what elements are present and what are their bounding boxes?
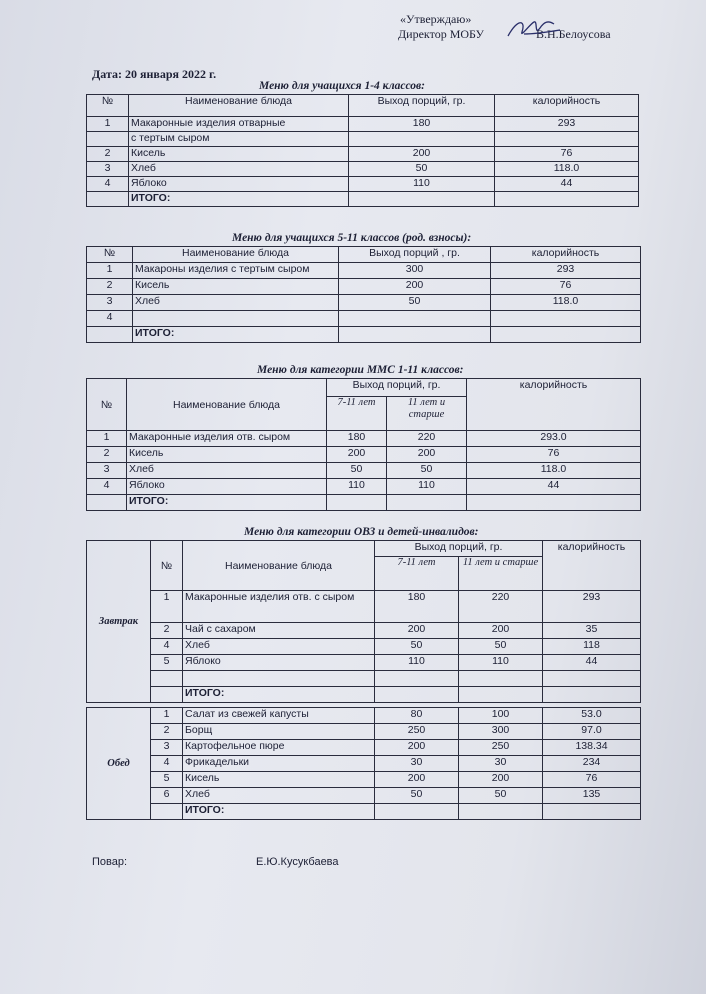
- cell-calories: 118.0: [491, 295, 641, 311]
- cell-dish: Макаронные изделия отв. с сыром: [183, 591, 375, 623]
- cell-portion-11-plus: 50: [459, 788, 543, 804]
- cell-calories: 44: [467, 479, 641, 495]
- cell-portion-7-11: 110: [327, 479, 387, 495]
- col-portion: Выход порций , гр.: [339, 247, 491, 263]
- cell-dish: Макароны изделия с тертым сыром: [133, 263, 339, 279]
- cell-calories: 35: [543, 623, 641, 639]
- cell-number: 1: [151, 708, 183, 724]
- cell-portion-7-11: 200: [375, 772, 459, 788]
- cell-number: 3: [87, 295, 133, 311]
- cell-portion: [349, 132, 495, 147]
- menu-table-ovz-lunch: [86, 707, 641, 820]
- director-name: В.Н.Белоусова: [536, 27, 611, 41]
- menu-table-mms: [86, 378, 641, 511]
- cell-calories: 76: [543, 772, 641, 788]
- table-row: [87, 463, 641, 479]
- lunch-label: Обед: [87, 708, 151, 820]
- table-row: [87, 671, 641, 687]
- cell-number: 2: [87, 147, 129, 162]
- table-row: [87, 177, 639, 192]
- cell-number: 1: [151, 591, 183, 623]
- cell-number: 1: [87, 263, 133, 279]
- col-portion: Выход порций, гр.: [327, 379, 467, 397]
- cell-number: 2: [151, 623, 183, 639]
- cell-portion-11-plus: 100: [459, 708, 543, 724]
- cell-portion-11-plus: 300: [459, 724, 543, 740]
- cell-calories: 138.34: [543, 740, 641, 756]
- col-portion: Выход порций, гр.: [349, 95, 495, 117]
- cell-portion-7-11: 200: [375, 740, 459, 756]
- col-number: №: [87, 95, 129, 117]
- col-age-7-11: 7-11 лет: [375, 557, 459, 591]
- cell-calories: 118.0: [495, 162, 639, 177]
- cell-portion-11-plus: 110: [387, 479, 467, 495]
- cell-dish: Фрикадельки: [183, 756, 375, 772]
- cell-portion-11-plus: 200: [387, 447, 467, 463]
- col-dish-name: Наименование блюда: [183, 541, 375, 591]
- cell-dish: Хлеб: [127, 463, 327, 479]
- col-calories: калорийность: [467, 379, 641, 431]
- cell-portion-11-plus: 30: [459, 756, 543, 772]
- cell-portion-7-11: 180: [327, 431, 387, 447]
- cell-number: 1: [87, 117, 129, 132]
- cell-calories: 76: [467, 447, 641, 463]
- cell-dish: Чай с сахаром: [183, 623, 375, 639]
- table-row: [87, 295, 641, 311]
- cell-portion: 50: [349, 162, 495, 177]
- cell-dish: [133, 311, 339, 327]
- cell-number: 1: [87, 431, 127, 447]
- cell-portion: 110: [349, 177, 495, 192]
- table-row: [87, 740, 641, 756]
- cell-portion-11-plus: 200: [459, 623, 543, 639]
- cell-portion-7-11: 250: [375, 724, 459, 740]
- menu-table-ovz: [86, 540, 641, 703]
- table-row: [87, 447, 641, 463]
- cell-portion-11-plus: 50: [459, 639, 543, 655]
- col-calories: калорийность: [543, 541, 641, 591]
- table-row: [87, 623, 641, 639]
- cell-number: 2: [87, 447, 127, 463]
- table-row: [87, 591, 641, 623]
- cell-number: 3: [87, 162, 129, 177]
- cell-dish: Яблоко: [129, 177, 349, 192]
- table-row: [87, 479, 641, 495]
- total-row: [87, 687, 641, 703]
- approve-label: «Утверждаю»: [400, 12, 472, 26]
- total-label: ИТОГО:: [129, 192, 349, 207]
- cell-portion-11-plus: 220: [387, 431, 467, 447]
- cell-portion-11-plus: 250: [459, 740, 543, 756]
- cell-calories: 53.0: [543, 708, 641, 724]
- col-dish-name: Наименование блюда: [129, 95, 349, 117]
- table3-title: Меню для категории ММС 1-11 классов:: [257, 364, 464, 376]
- cell-dish: Салат из свежей капусты: [183, 708, 375, 724]
- cell-portion-11-plus: 200: [459, 772, 543, 788]
- cell-number: 2: [87, 279, 133, 295]
- table-row: [87, 117, 639, 132]
- table-row: [87, 162, 639, 177]
- cell-portion: 200: [349, 147, 495, 162]
- cell-number: 3: [151, 740, 183, 756]
- cell-calories: 118: [543, 639, 641, 655]
- cell-portion-11-plus: 50: [387, 463, 467, 479]
- cell-dish: Кисель: [183, 772, 375, 788]
- total-label: ИТОГО:: [133, 327, 339, 343]
- table-header-row: [87, 541, 641, 557]
- cell-number: 4: [151, 756, 183, 772]
- cell-portion: 180: [349, 117, 495, 132]
- director-title: Директор МОБУ: [398, 27, 484, 41]
- cell-number: 5: [151, 655, 183, 671]
- table-row: [87, 639, 641, 655]
- cell-portion-7-11: 50: [327, 463, 387, 479]
- cell-portion-11-plus: 110: [459, 655, 543, 671]
- cell-portion-7-11: 50: [375, 639, 459, 655]
- cell-number: 4: [87, 311, 133, 327]
- cell-calories: 293: [543, 591, 641, 623]
- director-signature: [504, 14, 564, 42]
- cell-portion-7-11: 200: [327, 447, 387, 463]
- table2-title: Меню для учащихся 5-11 классов (род. взносы):: [232, 232, 472, 244]
- cell-dish: Хлеб: [133, 295, 339, 311]
- cell-portion-7-11: 80: [375, 708, 459, 724]
- cell-calories: 293: [491, 263, 641, 279]
- cell-number: 5: [151, 772, 183, 788]
- cell-dish: Яблоко: [127, 479, 327, 495]
- col-number: №: [87, 247, 133, 263]
- cell-dish: Кисель: [133, 279, 339, 295]
- cell-number: 4: [87, 479, 127, 495]
- cell-dish: Хлеб: [183, 639, 375, 655]
- cell-number: 2: [151, 724, 183, 740]
- col-dish-name: Наименование блюда: [133, 247, 339, 263]
- cell-portion-7-11: 50: [375, 788, 459, 804]
- cell-calories: 234: [543, 756, 641, 772]
- table-row: [87, 708, 641, 724]
- total-label: ИТОГО:: [127, 495, 327, 511]
- cell-dish: Хлеб: [183, 788, 375, 804]
- cell-dish: Кисель: [127, 447, 327, 463]
- col-number: №: [151, 541, 183, 591]
- cell-portion-7-11: 180: [375, 591, 459, 623]
- breakfast-label: Завтрак: [87, 541, 151, 703]
- cell-number: 6: [151, 788, 183, 804]
- table-row: [87, 279, 641, 295]
- cell-portion-7-11: 200: [375, 623, 459, 639]
- cook-name: Е.Ю.Кусукбаева: [256, 856, 339, 868]
- menu-table-1-4: [86, 94, 639, 207]
- cell-calories: 44: [495, 177, 639, 192]
- table-row: [87, 756, 641, 772]
- table-row: [87, 655, 641, 671]
- cell-portion-7-11: 110: [375, 655, 459, 671]
- col-number: №: [87, 379, 127, 431]
- table-row: [87, 147, 639, 162]
- table4-title: Меню для категории ОВЗ и детей-инвалидов:: [244, 526, 479, 538]
- cell-calories: [495, 132, 639, 147]
- cell-calories: 76: [491, 279, 641, 295]
- cell-portion: 50: [339, 295, 491, 311]
- cell-dish: Макаронные изделия отварные: [129, 117, 349, 132]
- col-age-11-plus: 11 лет и старше: [387, 397, 467, 431]
- table-header-row: [87, 95, 639, 117]
- total-row: [87, 192, 639, 207]
- cell-calories: 44: [543, 655, 641, 671]
- cell-dish: Яблоко: [183, 655, 375, 671]
- cell-dish: Борщ: [183, 724, 375, 740]
- cell-portion-11-plus: 220: [459, 591, 543, 623]
- table-row: [87, 311, 641, 327]
- cell-portion: 200: [339, 279, 491, 295]
- col-calories: калорийность: [491, 247, 641, 263]
- total-row: [87, 327, 641, 343]
- table-row: [87, 431, 641, 447]
- total-label: ИТОГО:: [183, 687, 375, 703]
- total-row: [87, 495, 641, 511]
- table-header-row: [87, 247, 641, 263]
- col-calories: калорийность: [495, 95, 639, 117]
- table-row: [87, 263, 641, 279]
- cell-calories: 76: [495, 147, 639, 162]
- table-header-row: [87, 379, 641, 397]
- cell-portion-7-11: 30: [375, 756, 459, 772]
- cell-dish: с тертым сыром: [129, 132, 349, 147]
- menu-date: Дата: 20 января 2022 г.: [92, 67, 217, 81]
- table-row: [87, 788, 641, 804]
- cook-label: Повар:: [92, 856, 128, 868]
- col-portion: Выход порций, гр.: [375, 541, 543, 557]
- cell-calories: [491, 311, 641, 327]
- cell-calories: 293: [495, 117, 639, 132]
- cell-number: 4: [151, 639, 183, 655]
- total-row: [87, 804, 641, 820]
- cell-calories: 97.0: [543, 724, 641, 740]
- cell-number: [87, 132, 129, 147]
- cell-dish: Макаронные изделия отв. сыром: [127, 431, 327, 447]
- cell-calories: 118.0: [467, 463, 641, 479]
- cell-portion: [339, 311, 491, 327]
- table-row: [87, 772, 641, 788]
- cell-dish: Кисель: [129, 147, 349, 162]
- table1-title: Меню для учащихся 1-4 классов:: [259, 80, 426, 92]
- col-age-11-plus: 11 лет и старше: [459, 557, 543, 591]
- cell-calories: 135: [543, 788, 641, 804]
- total-label: ИТОГО:: [183, 804, 375, 820]
- cell-dish: Картофельное пюре: [183, 740, 375, 756]
- table-row: [87, 132, 639, 147]
- col-age-7-11: 7-11 лет: [327, 397, 387, 431]
- cell-portion: 300: [339, 263, 491, 279]
- cell-dish: Хлеб: [129, 162, 349, 177]
- cell-number: 3: [87, 463, 127, 479]
- menu-table-5-11: [86, 246, 641, 343]
- col-dish-name: Наименование блюда: [127, 379, 327, 431]
- cell-calories: 293.0: [467, 431, 641, 447]
- table-row: [87, 724, 641, 740]
- cell-number: 4: [87, 177, 129, 192]
